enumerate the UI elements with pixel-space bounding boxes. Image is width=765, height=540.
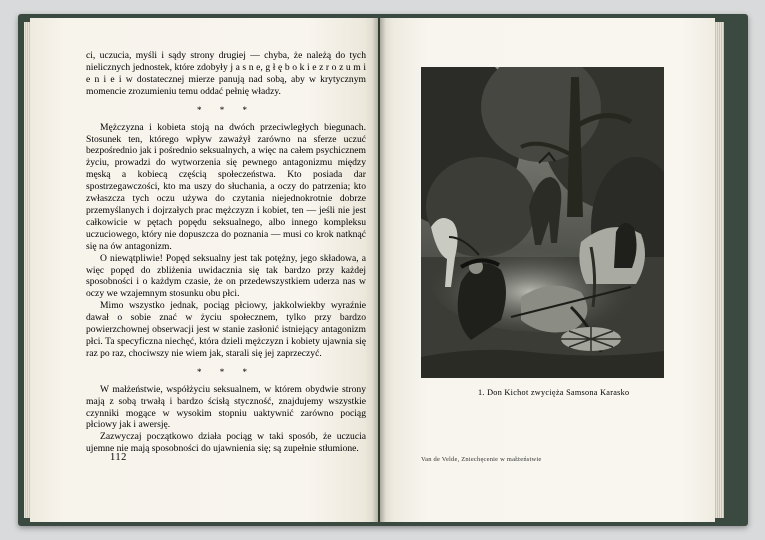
paragraph-4: Mimo wszystko jednak, pociąg płciowy, jakkolwiekby wyraźnie dawał o sobie znać w życiu społecznem, tylko przy bardzo powierzchownej obserwacji jest w stanie zasłonić istniejący antagonizm płci. Ta specyficzna niechęć, która dzieli mężczyzn i kobiety ujawnia się raz po raz, chociwszy nie wiem jak, starali się jej zaprzeczyć.	[86, 300, 366, 359]
paragraph-2: Mężczyzna i kobieta stoją na dwóch przeciwległych biegunach. Stosunek ten, którego wpływ zaważył zarówno na sferze uczuć bezpośrednio jak i pośrednio seksualnych, a więc na całem psychicznem życiu, prowadzi do wytworzenia się pewnego antagonizmu między męską a kobiecą częścią społeczeństwa. Kto posiada dar spostrzegawczości, kto ma uszy do słuchania, a oczy do patrzenia; kto zwłaszcza tych oczu używa do czytania niejednokrotnie dobrze przemyślanych i dojrzałych prac mężczyzn i kobiet, ten — jeśli nie jest całkowicie w pętach popędu seksualnego, albo innego kompleksu uczuciowego, który nie dopuszcza do poznania — musi co krok natknąć się na ów antagonizm.	[86, 121, 366, 252]
book-gutter	[372, 18, 386, 522]
paragraph-3: O niewątpliwie! Popęd seksualny jest tak potężny, jego składowa, a więc popęd do zbliżenia uwidacznia się tak bardzo przy każdej sposobności i o każdym czasie, że on przedewszystkiem uderza nas w oczy we wzajemnym stosunku obu płci.	[86, 252, 366, 300]
section-separator-2: * * *	[197, 366, 255, 377]
paragraph-1: ci, uczucia, myśli i sądy strony drugiej — chyba, że należą do tych nielicznych jednostek, które zdobyły j a s n e, g ł ę b o k i e z r o z u m i e n i e i w dostatecznej mierze panują nad sobą, aby w krytycznym momencie zrozumieniu temu oddać pełnię władzy.	[86, 50, 366, 97]
page-number: 112	[110, 452, 127, 463]
page-footer: Van de Velde, Zniechęcenie w małżeństwie	[421, 456, 542, 463]
section-separator-1: * * *	[197, 104, 255, 115]
engraving-illustration	[421, 67, 664, 378]
left-page-text	[86, 50, 366, 455]
paragraph-5: W małżeństwie, współżyciu seksualnem, w którem obydwie strony mają z sobą trwałą i bardzo ścisłą styczność, znajdujemy wszystkie czynniki mogące w wysokim stopniu uaktywnić zarówno pociąg płciowy jak i awersję.	[86, 383, 366, 431]
paragraph-6: Zazwyczaj początkowo działa pociąg w taki sposób, że uczucia ujemne nie mają sposobności do ujawnienia się; są zupełnie stłumione.	[86, 431, 366, 455]
illustration-caption: 1. Don Kichot zwycięża Samsona Karasko	[478, 388, 630, 397]
